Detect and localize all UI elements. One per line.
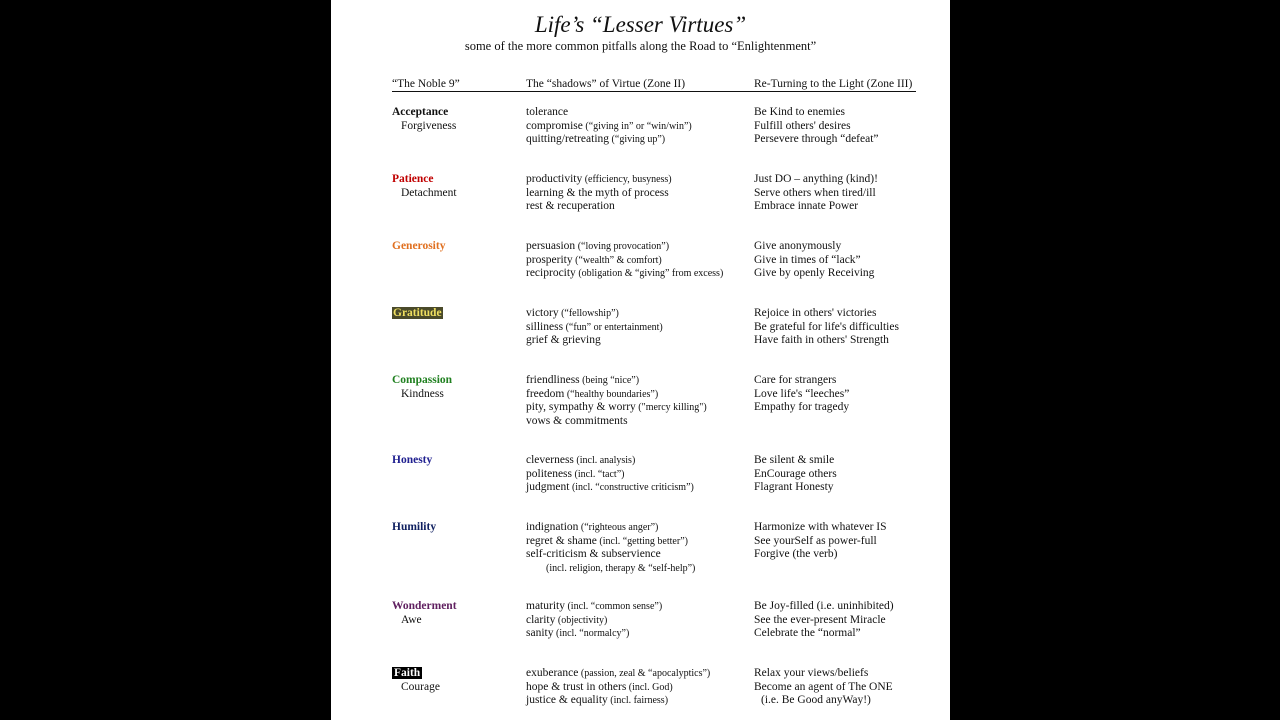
shadow-item: victory (“fellowship”) [526,307,619,319]
shadow-item: politeness (incl. “tact”) [526,467,625,480]
light-item: EnCourage others [754,467,837,480]
light-item: Embrace innate Power [754,200,859,212]
light-item: Be grateful for life's difficulties [754,320,899,333]
virtue-sub: Detachment [401,186,457,199]
shadow-item: quitting/retreating (“giving up”) [526,133,666,145]
document-page [331,0,950,720]
light-item: Be Joy-filled (i.e. uninhibited) [754,600,894,612]
shadow-item: grief & grieving [526,334,601,346]
shadow-item: regret & shame (incl. “getting better”) [526,534,688,547]
light-item: Be Kind to enemies [754,106,846,118]
light-item: (i.e. Be Good anyWay!) [761,694,871,706]
virtue-sub: Forgiveness [401,119,457,132]
light-item: Relax your views/beliefs [754,667,869,679]
light-item: Forgive (the verb) [754,548,838,560]
virtue-name: Compassion [392,374,453,386]
light-item: Just DO – anything (kind)! [754,173,878,185]
virtue-sub: Kindness [401,387,444,400]
highlighted-virtue-label: Faith [394,667,421,679]
shadow-item: justice & equality (incl. fairness) [526,694,669,706]
shadow-item: prosperity (“wealth” & comfort) [526,253,662,266]
light-item: Rejoice in others' victories [754,307,877,319]
light-item: Flagrant Honesty [754,481,834,493]
light-item: See yourSelf as power-full [754,534,877,547]
shadow-item: indignation (“righteous anger”) [526,521,659,533]
shadow-item: reciprocity (obligation & “giving” from excess) [526,267,724,279]
shadow-item: friendliness (being “nice”) [526,374,640,386]
shadow-item: cleverness (incl. analysis) [526,454,636,466]
virtue-name: Honesty [392,454,433,466]
header-rule [392,91,916,92]
shadow-item: judgment (incl. “constructive criticism”) [526,481,694,493]
shadow-item: persuasion (“loving provocation”) [526,240,670,252]
virtue-sub: Awe [401,613,422,626]
light-item: Harmonize with whatever IS [754,521,887,533]
document-title: Life’s “Lesser Virtues” [534,12,747,37]
light-item: Have faith in others' Strength [754,334,889,346]
light-item: Give in times of “lack” [754,253,861,266]
light-item: Love life's “leeches” [754,387,850,400]
light-item: Persevere through “defeat” [754,133,879,145]
column-header-shadows: The “shadows” of Virtue (Zone II) [526,78,686,90]
shadow-item: freedom (“healthy boundaries”) [526,387,659,400]
virtue-sub: Courage [401,680,440,693]
virtue-name: Humility [392,521,437,533]
shadow-item: compromise (“giving in” or “win/win”) [526,119,692,132]
shadow-item: exuberance (passion, zeal & “apocalyptics”) [526,667,711,679]
shadow-item: productivity (efficiency, busyness) [526,173,672,185]
shadow-item: clarity (objectivity) [526,613,608,626]
shadow-item: hope & trust in others (incl. God) [526,680,673,693]
virtue-name: Generosity [392,240,446,252]
column-header-noble-9: “The Noble 9” [392,78,460,90]
highlighted-virtue-label: Gratitude [393,307,442,319]
light-item: Become an agent of The ONE [754,680,893,693]
virtue-name: Wonderment [392,600,457,612]
shadow-item: vows & commitments [526,414,628,427]
virtue-name: Patience [392,173,434,185]
light-item: Serve others when tired/ill [754,186,876,199]
light-item: Fulfill others' desires [754,119,851,132]
shadow-item: maturity (incl. “common sense”) [526,600,663,612]
virtue-name [392,307,443,321]
document-subtitle: some of the more common pitfalls along the Road to “Enlightenment” [464,39,817,53]
shadow-item: learning & the myth of process [526,186,669,199]
light-item: Celebrate the “normal” [754,627,861,639]
shadow-item: pity, sympathy & worry ("mercy killing") [526,401,707,413]
light-item: Empathy for tragedy [754,401,850,413]
shadow-item: tolerance [526,106,569,118]
virtue-name: Acceptance [392,106,449,118]
shadow-item: rest & recuperation [526,200,615,212]
light-item: See the ever-present Miracle [754,613,886,626]
light-item: Be silent & smile [754,454,835,466]
shadow-item: silliness (“fun” or entertainment) [526,320,663,333]
shadow-item-note: (incl. religion, therapy & “self-help”) [546,562,696,574]
light-item: Give by openly Receiving [754,267,875,279]
shadow-item: self-criticism & subservience [526,548,661,560]
virtue-name [392,667,422,681]
column-header-light: Re-Turning to the Light (Zone III) [754,78,913,90]
light-item: Care for strangers [754,374,837,386]
shadow-item: sanity (incl. “normalcy”) [526,627,630,639]
light-item: Give anonymously [754,240,842,252]
